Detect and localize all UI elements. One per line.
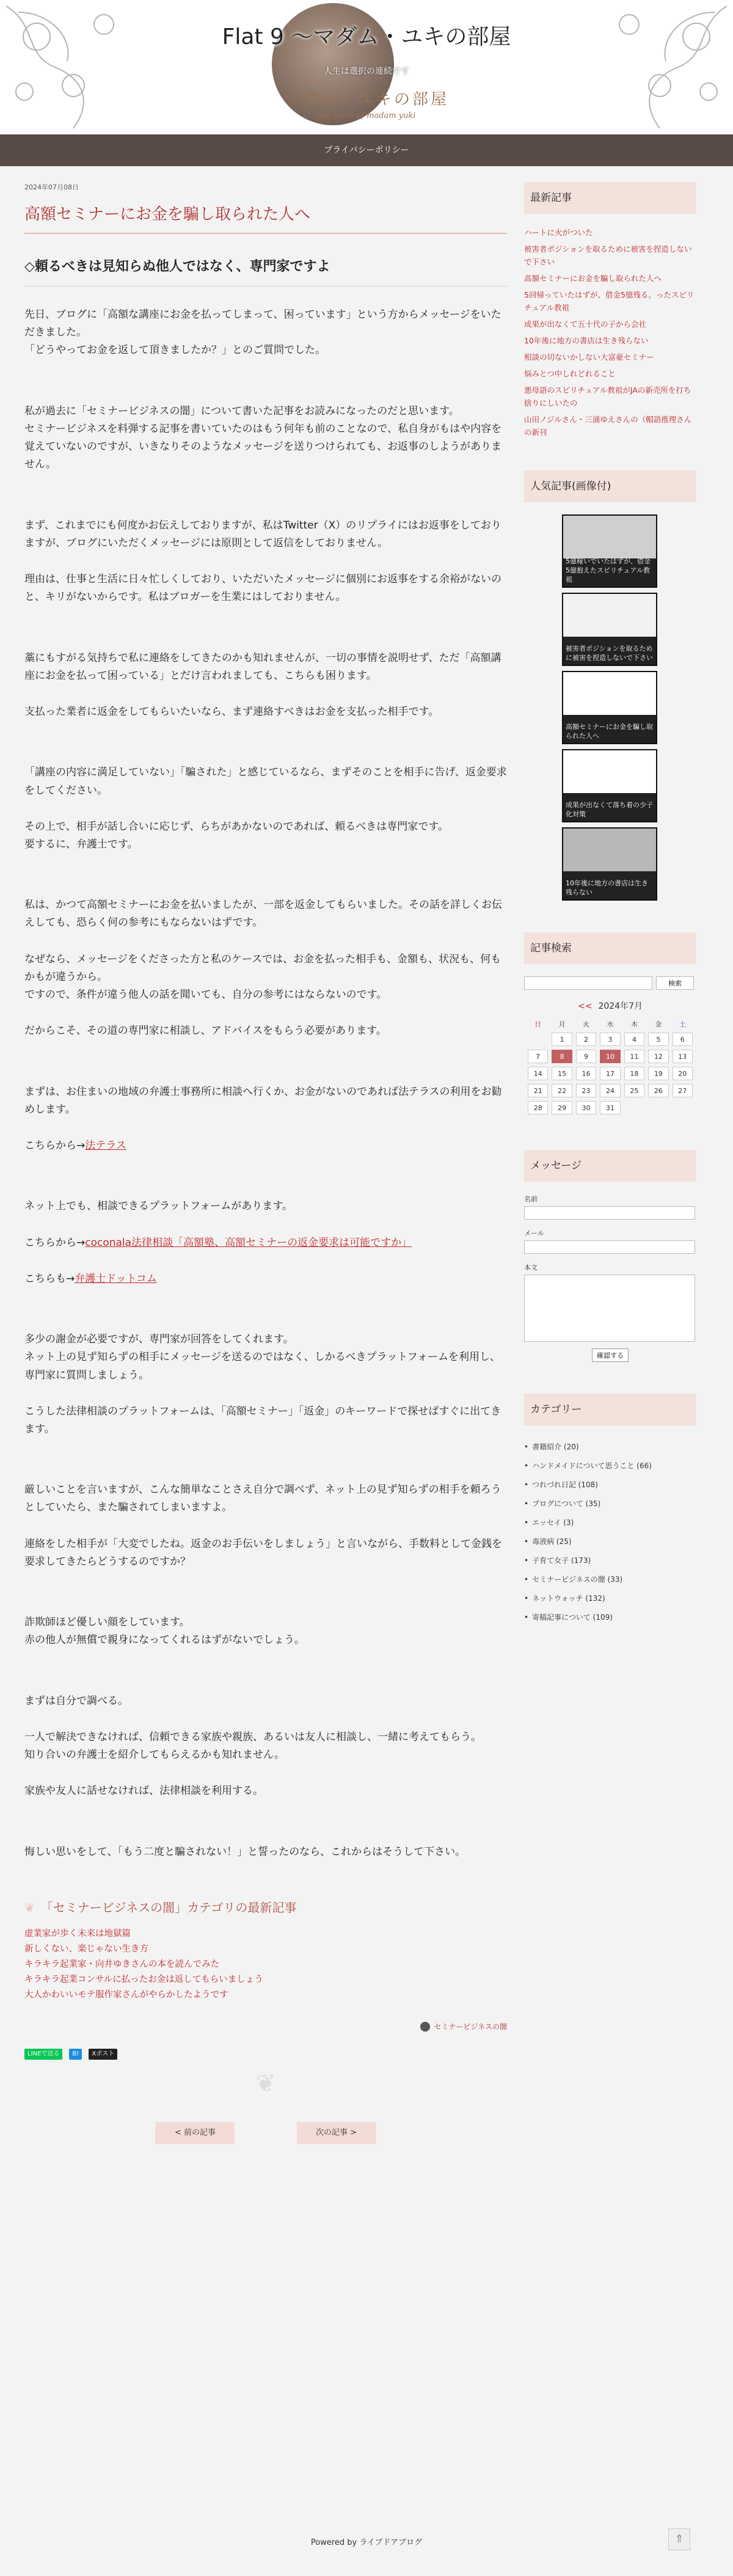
global-nav (0, 134, 733, 166)
calendar-day: 27 (673, 1084, 693, 1097)
category-link[interactable]: • エッセイ (3) (524, 1513, 696, 1532)
paragraph: 理由は、仕事と生活に日々忙しくしており、いただいたメッセージに個別にお返事をする余裕がないのと、キリがないからです。私はブロガーを生業にはしておりません。 (24, 573, 501, 604)
recent-post-link[interactable]: 高額セミナーにお金を騙し取られた人へ (524, 274, 662, 283)
widget-title: 記事検索 (524, 932, 696, 964)
paragraph: 厳しいことを言いますが、こんな簡単なことさえ自分で調べず、ネット上の見ず知らずの相手を頼ろうとしていたら、また騙されてしまいますよ。 (24, 1484, 501, 1514)
category-link[interactable]: • 書籍紹介 (20) (524, 1438, 696, 1457)
paragraph: こうした法律相談のプラットフォームは、「高額セミナー」「返金」のキーワードで探せばすぐに出てきます。 (24, 1405, 501, 1435)
calendar-day (528, 1033, 548, 1046)
name-field[interactable] (524, 1206, 695, 1220)
calendar-day: 1 (552, 1033, 572, 1046)
post-title[interactable]: 高額セミナーにお金を騙し取られた人へ (24, 202, 507, 234)
calendar-day: 28 (528, 1101, 548, 1114)
link-houterasu[interactable]: 法テラス (85, 1140, 126, 1152)
post-date: 2024年07月08日 (24, 183, 79, 191)
search-button[interactable]: 検索 (656, 976, 694, 990)
related-link[interactable]: キラキラ起業コンサルに払ったお金は返してもらいましょう (24, 1974, 263, 1985)
message-body-field[interactable] (524, 1275, 695, 1342)
paragraph: 先日、ブログに「高額な講座にお金を払ってしまって、困っています」という方からメッセージをいただきました。 「どうやってお金を返して頂きましたか？」とのご質問でした。 (24, 309, 501, 357)
line-share-button[interactable]: LINEで送る (24, 2049, 62, 2060)
popular-post-card[interactable]: 5億稼いでいたはずが、借金5億抱えたスピリチュアル教祖 (562, 514, 657, 588)
search-widget (524, 932, 696, 1118)
footer-powered-by[interactable]: Powered by ライブドアブログ (310, 2538, 423, 2547)
paragraph: こちらから→法テラス (24, 1140, 126, 1152)
recent-post-link[interactable]: 悩みとつ中しれどれること (524, 369, 616, 378)
sidebar (524, 182, 696, 1659)
brand-name: マダム・ユキの部屋 (283, 90, 449, 109)
recent-post-link[interactable]: ハートに火がついた (524, 228, 593, 237)
calendar-day: 9 (576, 1050, 596, 1063)
prev-post-button[interactable]: < 前の記事 (155, 2122, 235, 2144)
calendar-day: 29 (552, 1101, 572, 1114)
calendar-day: 3 (600, 1033, 620, 1046)
category-link[interactable]: • ネットウォッチ (132) (524, 1589, 696, 1608)
recent-post-link[interactable]: 被害者ポジションを取るために被害を捏造しないで下さい (524, 244, 692, 266)
paragraph: 私は、かつて高額セミナーにお金を払いましたが、一部を返金してもらいました。その話を詳しくお伝えしても、恐らく何の参考にもならないはずです。 (24, 899, 502, 929)
article (24, 182, 507, 2144)
calendar-day: 12 (648, 1050, 668, 1063)
calendar-day: 18 (624, 1067, 644, 1080)
related-heading: ❦ 「セミナービジネスの闇」カテゴリの最新記事 (24, 1900, 297, 1915)
next-post-button[interactable]: 次の記事 > (297, 2122, 376, 2144)
recent-post-link[interactable]: 山田ノジルさん・三浦ゆえさんの（帽語推理さんの新刊 (524, 415, 692, 437)
search-input[interactable] (524, 976, 652, 990)
paragraph: こちらから→coconala法律相談「高額塾、高額セミナーの返金要求は可能ですか」 (24, 1236, 412, 1249)
category-link[interactable]: • 寄稿記事について (109) (524, 1608, 696, 1627)
popular-post-card[interactable]: 被害者ポジションを取るために被害を捏造しないで下さい (562, 593, 657, 666)
share-buttons (24, 2046, 507, 2058)
paragraph: 私が過去に「セミナービジネスの闇」について書いた記事をお読みになったのだと思います。 セミナービジネスを料弾する記事を書いていたのはもう何年も前のことなので、私自身がもはや内容を覚えていないのですが、いきなりそのようなメッセージを送りつけられても、お返事のしようがありません。 (24, 404, 502, 471)
calendar-day: 23 (576, 1084, 596, 1097)
paragraph: まずは自分で調べる。 (24, 1694, 128, 1707)
calendar-day: 7 (528, 1050, 548, 1063)
calendar-day: 2 (576, 1033, 596, 1046)
paragraph: まず、これまでにも何度かお伝えしておりますが、私はTwitter（X）のリプライにはお返事をしておりますが、ブログにいただくメッセージには原則として返信をしておりません。 (24, 519, 501, 549)
hatena-bookmark-button[interactable]: B! (69, 2049, 82, 2060)
paragraph: 詐欺師ほど優しい顔をしています。 赤の他人が無償で親身になってくれるはずがないでしょう。 (24, 1616, 305, 1647)
paragraph: 藁にもすがる気持ちで私に連絡をしてきたのかも知れませんが、一切の事情を説明せず、ただ「高額講座にお金を払って困っている」とだけ言われましても、こちらも困ります。 (24, 651, 501, 682)
calendar-day: 4 (624, 1033, 644, 1046)
popular-post-card[interactable]: 高額セミナーにお金を騙し取られた人へ (562, 671, 657, 744)
recent-post-link[interactable]: 相談の切ないかしない大富豪セミナー (524, 353, 654, 362)
calendar-day: 25 (624, 1084, 644, 1097)
related-posts (24, 1898, 507, 2003)
calendar-day: 30 (576, 1101, 596, 1114)
nav-privacy-policy[interactable]: プライバシーポリシー (324, 145, 409, 155)
post-pager (24, 2122, 507, 2144)
recent-post-link[interactable]: 5回帰っていたはずが、借金5億残る。ったスピリチュアル教祖 (524, 290, 695, 312)
calendar-day: 21 (528, 1084, 548, 1097)
category-link[interactable]: • セミナービジネスの闇 (33) (524, 1570, 696, 1589)
recent-post-link[interactable]: 悪母語のスピリチュアル教祖がJAの新売所を打ち捨りにしいたの (524, 386, 691, 408)
weekday: 火 (583, 1020, 590, 1028)
widget-title: メッセージ (524, 1150, 696, 1182)
related-link[interactable]: 大人かわいいモテ服作家さんがやらかしたようです (24, 1989, 228, 2000)
weekday: 金 (655, 1020, 662, 1028)
confirm-button[interactable]: 確認する (592, 1348, 629, 1362)
calendar (524, 1000, 696, 1118)
calendar-day (648, 1101, 668, 1114)
link-coconala[interactable]: coconala法律相談「高額塾、高額セミナーの返金要求は可能ですか」 (85, 1236, 412, 1249)
calendar-day: 15 (552, 1067, 572, 1080)
weekday: 日 (534, 1020, 542, 1028)
recent-posts-widget (524, 182, 696, 439)
related-link[interactable]: 虚業家が歩く未来は地獄篇 (24, 1928, 131, 1939)
calendar-day: 5 (648, 1033, 668, 1046)
calendar-day: 26 (648, 1084, 668, 1097)
post-heading: ◇頼るべきは見知らぬ他人ではなく、専門家ですよ (24, 256, 507, 287)
site-header (0, 0, 733, 134)
site-tagline: 人生は選択の連続です (324, 67, 409, 76)
weekday: 木 (630, 1020, 638, 1028)
message-widget (524, 1150, 696, 1362)
thumbnail (563, 672, 656, 715)
paragraph: まずは、お住まいの地域の弁護士事務所に相談へ行くか、お金がないのであれば法テラスの利用をお勧めします。 (24, 1085, 502, 1116)
site-title[interactable]: Flat 9 〜マダム・ユキの部屋 (222, 24, 511, 49)
widget-title: カテゴリー (524, 1394, 696, 1425)
category-link[interactable]: • 毒液病 (25) (524, 1532, 696, 1551)
calendar-day: 14 (528, 1067, 548, 1080)
thumbnail (563, 750, 656, 793)
recent-post-link[interactable]: 10年後に地方の書店は生き残らない (524, 336, 649, 345)
calendar-prev-link[interactable]: << (577, 1001, 593, 1011)
body-label: 本文 (524, 1264, 538, 1272)
popular-post-card[interactable]: 成果が出なくて落ち着の少子化対策 (562, 749, 657, 822)
calendar-day-linked[interactable]: 10 (600, 1050, 620, 1063)
category-link[interactable]: • ハンドメイドについて思うこと (66) (524, 1457, 696, 1476)
category-link[interactable]: • ブログについて (35) (524, 1495, 696, 1513)
calendar-day: 22 (552, 1084, 572, 1097)
paragraph: だからこそ、その道の専門家に相談し、アドバイスをもらう必要があります。 (24, 1025, 387, 1037)
recent-post-link[interactable]: 成果が出なくて五十代の子から会社 (524, 320, 647, 329)
paragraph: なぜなら、メッセージをくださった方と私のケースでは、お金を払った相手も、金額も、状況も、何もかもが違うから。 ですので、条件が違う他人の話を聞いても、自分の参考にはならないのです。 (24, 953, 501, 1001)
widget-title: 最新記事 (524, 182, 696, 214)
thumbnail (563, 516, 656, 558)
email-field[interactable] (524, 1240, 695, 1254)
x-post-button[interactable]: Xポスト (89, 2049, 117, 2060)
calendar-day: 13 (673, 1050, 693, 1063)
folder-icon (420, 2022, 430, 2032)
email-label: メール (524, 1229, 544, 1237)
weekday: 月 (558, 1020, 566, 1028)
paragraph: 連絡をした相手が「大変でしたね。返金のお手伝いをしましょう」と言いながら、手数料として金銭を要求してきたらどうするのですか？ (24, 1537, 502, 1568)
calendar-day: 24 (600, 1084, 620, 1097)
link-bengoshi-dotcom[interactable]: 弁護士ドットコム (75, 1272, 157, 1285)
weekday: 水 (607, 1020, 614, 1028)
paragraph: こちらも→弁護士ドットコム (24, 1272, 157, 1285)
category-link[interactable]: • つれづれ日記 (108) (524, 1476, 696, 1495)
paragraph: 悔しい思いをして、「もう二度と騙されない！」と誓ったのなら、これからはそうして下さい。 (24, 1845, 466, 1858)
thumbnail (563, 594, 656, 637)
calendar-day: 20 (673, 1067, 693, 1080)
paragraph: ネット上でも、相談できるプラットフォームがあります。 (24, 1200, 293, 1213)
paragraph: 「講座の内容に満足していない」「騙された」と感じているなら、まずそのことを相手に告げ、返金要求をしてください。 (24, 766, 507, 797)
ribbon-divider-icon: ❦ (255, 2069, 276, 2098)
post-body (24, 306, 507, 1861)
popular-post-card[interactable]: 10年後に地方の書店は生き残らない (562, 827, 657, 901)
popular-posts-widget (524, 470, 696, 901)
calendar-day: 11 (624, 1050, 644, 1063)
calendar-day: 6 (673, 1033, 693, 1046)
paragraph: 支払った業者に返金をしてもらいたいなら、まず連絡すべきはお金を支払った相手です。 (24, 706, 439, 719)
paragraph: 家族や友人に話せなければ、法律相談を利用する。 (24, 1785, 263, 1798)
calendar-month: 2024年7月 (598, 1001, 643, 1011)
thumbnail (563, 829, 656, 871)
paragraph: 一人で解決できなければ、信頼できる家族や親族、あるいは友人に相談し、一緒に考えてもらう。 知り合いの弁護士を紹介してもらえるかも知れません。 (24, 1730, 481, 1762)
calendar-day: 16 (576, 1067, 596, 1080)
paragraph: 多少の謝金が必要ですが、専門家が回答をしてくれます。 ネット上の見ず知らずの相手にメッセージを送るのではなく、しかるべきプラットフォームを利用し、専門家に質問しましょう。 (24, 1333, 500, 1381)
calendar-day: 17 (600, 1067, 620, 1080)
calendar-day-linked[interactable]: 8 (552, 1050, 572, 1063)
weekday: 土 (679, 1020, 686, 1028)
categories-widget (524, 1394, 696, 1627)
calendar-day: 31 (600, 1101, 620, 1114)
paragraph: その上で、相手が話し合いに応じず、らちがあかないのであれば、頼るべきは専門家です。 要するに、弁護士です。 (24, 820, 448, 851)
calendar-day (624, 1101, 644, 1114)
related-link[interactable]: 新しくない、楽じゃない生き方 (24, 1944, 148, 1954)
calendar-day: 19 (648, 1067, 668, 1080)
related-link[interactable]: キラキラ起業家・向井ゆきさんの本を読んでみた (24, 1959, 219, 1969)
ribbon-icon: ❦ (24, 1900, 35, 1915)
category-link[interactable]: • 子育て女子 (173) (524, 1551, 696, 1570)
brand-subtitle: the room of madam yuki (317, 111, 416, 120)
arrow-up-icon: ⇑ (674, 2533, 684, 2545)
widget-title: 人気記事(画像付) (524, 470, 696, 502)
name-label: 名前 (524, 1195, 538, 1203)
calendar-day (673, 1101, 693, 1114)
post-category[interactable]: セミナービジネスの闇 (24, 2021, 507, 2032)
